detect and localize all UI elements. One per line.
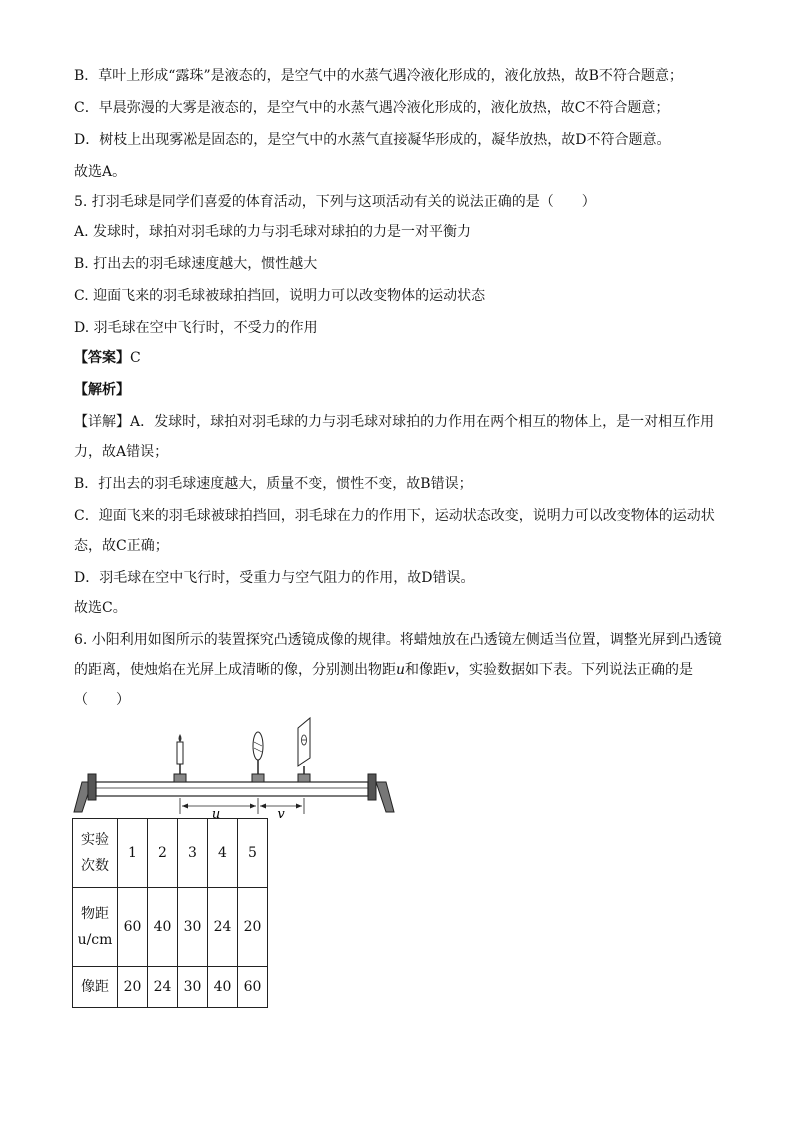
q5-detail-a2: 力，故A错误； — [74, 444, 169, 460]
q5-analysis-label: 【解析】 — [74, 382, 130, 398]
image-distance-cell: 20 — [118, 967, 148, 1008]
q5-detail-c1: C．迎面飞来的羽毛球被球拍挡回，羽毛球在力的作用下，运动状态改变，说明力可以改变物体的运动状 — [74, 508, 715, 524]
answer-label: 【答案】 — [74, 350, 130, 366]
q6-stem-2b: 和像距 — [405, 662, 448, 678]
right-post — [368, 774, 376, 800]
header-cell-image-distance: 像距 — [73, 967, 118, 1008]
trial-cell: 2 — [148, 819, 178, 888]
object-distance-cell: 60 — [118, 888, 148, 967]
q5-option-c: C. 迎面飞来的羽毛球被球拍挡回，说明力可以改变物体的运动状态 — [74, 288, 486, 304]
prev-answer-b: B．草叶上形成“露珠”是液态的，是空气中的水蒸气遇冷液化形成的，液化放热，故B不符合题意； — [74, 68, 683, 84]
object-distance-cell: 24 — [208, 888, 238, 967]
q6-stem-2a: 的距离，使烛焰在光屏上成清晰的像，分别测出物距 — [74, 662, 396, 678]
header-cell-trials: 实验 次数 — [73, 819, 118, 888]
bench-rail — [96, 782, 368, 796]
experiment-data-table — [72, 818, 268, 1008]
light-screen-icon — [298, 718, 310, 782]
object-distance-cell: 30 — [178, 888, 208, 967]
q6-stem-line2 — [74, 660, 693, 680]
prev-conclusion: 故选A。 — [74, 164, 127, 180]
convex-lens-icon — [252, 732, 264, 782]
object-distance-cell: 40 — [148, 888, 178, 967]
var-u: u — [396, 662, 406, 678]
q5-detail-a1: 【详解】A．发球时，球拍对羽毛球的力与羽毛球对球拍的力作用在两个相互的物体上，是一对相互作用 — [74, 414, 715, 430]
image-distance-cell: 60 — [238, 967, 268, 1008]
label-v: v — [277, 807, 285, 818]
optical-bench-figure — [70, 712, 400, 818]
table-row-image-distance — [73, 967, 268, 1008]
table-row-object-distance — [73, 888, 268, 967]
candle-icon — [174, 734, 186, 782]
q5-option-a: A. 发球时，球拍对羽毛球的力与羽毛球对球拍的力是一对平衡力 — [74, 224, 472, 240]
header-cell-object-distance: 物距 u/cm — [73, 888, 118, 967]
prev-answer-c: C．早晨弥漫的大雾是液态的，是空气中的水蒸气遇冷液化形成的，液化放热，故C不符合题意； — [74, 100, 670, 116]
var-v: v — [447, 662, 455, 678]
q5-detail-b: B．打出去的羽毛球速度越大，质量不变，惯性不变，故B错误； — [74, 476, 473, 492]
object-distance-cell: 20 — [238, 888, 268, 967]
image-distance-cell: 24 — [148, 967, 178, 1008]
q5-stem: 5. 打羽毛球是同学们喜爱的体育活动，下列与这项活动有关的说法正确的是（ ） — [74, 194, 596, 210]
q5-option-d: D. 羽毛球在空中飞行时，不受力的作用 — [74, 320, 318, 336]
q5-detail-d: D．羽毛球在空中飞行时，受重力与空气阻力的作用，故D错误。 — [74, 570, 475, 586]
answer-value: C — [130, 350, 141, 366]
image-distance-cell: 30 — [178, 967, 208, 1008]
left-post — [88, 774, 96, 800]
q6-stem-line1: 6. 小阳利用如图所示的装置探究凸透镜成像的规律。将蜡烛放在凸透镜左侧适当位置，调整光屏到凸透镜 — [74, 632, 722, 648]
q5-option-b: B. 打出去的羽毛球速度越大，惯性越大 — [74, 256, 318, 272]
right-leg — [376, 782, 394, 812]
trial-cell: 4 — [208, 819, 238, 888]
q5-conclusion: 故选C。 — [74, 600, 127, 616]
table-row-trials — [73, 819, 268, 888]
q6-stem-2c: ，实验数据如下表。下列说法正确的是 — [454, 662, 693, 678]
trial-cell: 5 — [238, 819, 268, 888]
q5-answer — [74, 348, 141, 368]
trial-cell: 1 — [118, 819, 148, 888]
q6-stem-line3: （ ） — [74, 692, 130, 708]
label-u: u — [211, 807, 221, 818]
q5-detail-c2: 态，故C正确； — [74, 538, 169, 554]
image-distance-cell: 40 — [208, 967, 238, 1008]
prev-answer-d: D．树枝上出现雾凇是固态的，是空气中的水蒸气直接凝华形成的，凝华放热，故D不符合题意。 — [74, 132, 671, 148]
trial-cell: 3 — [178, 819, 208, 888]
